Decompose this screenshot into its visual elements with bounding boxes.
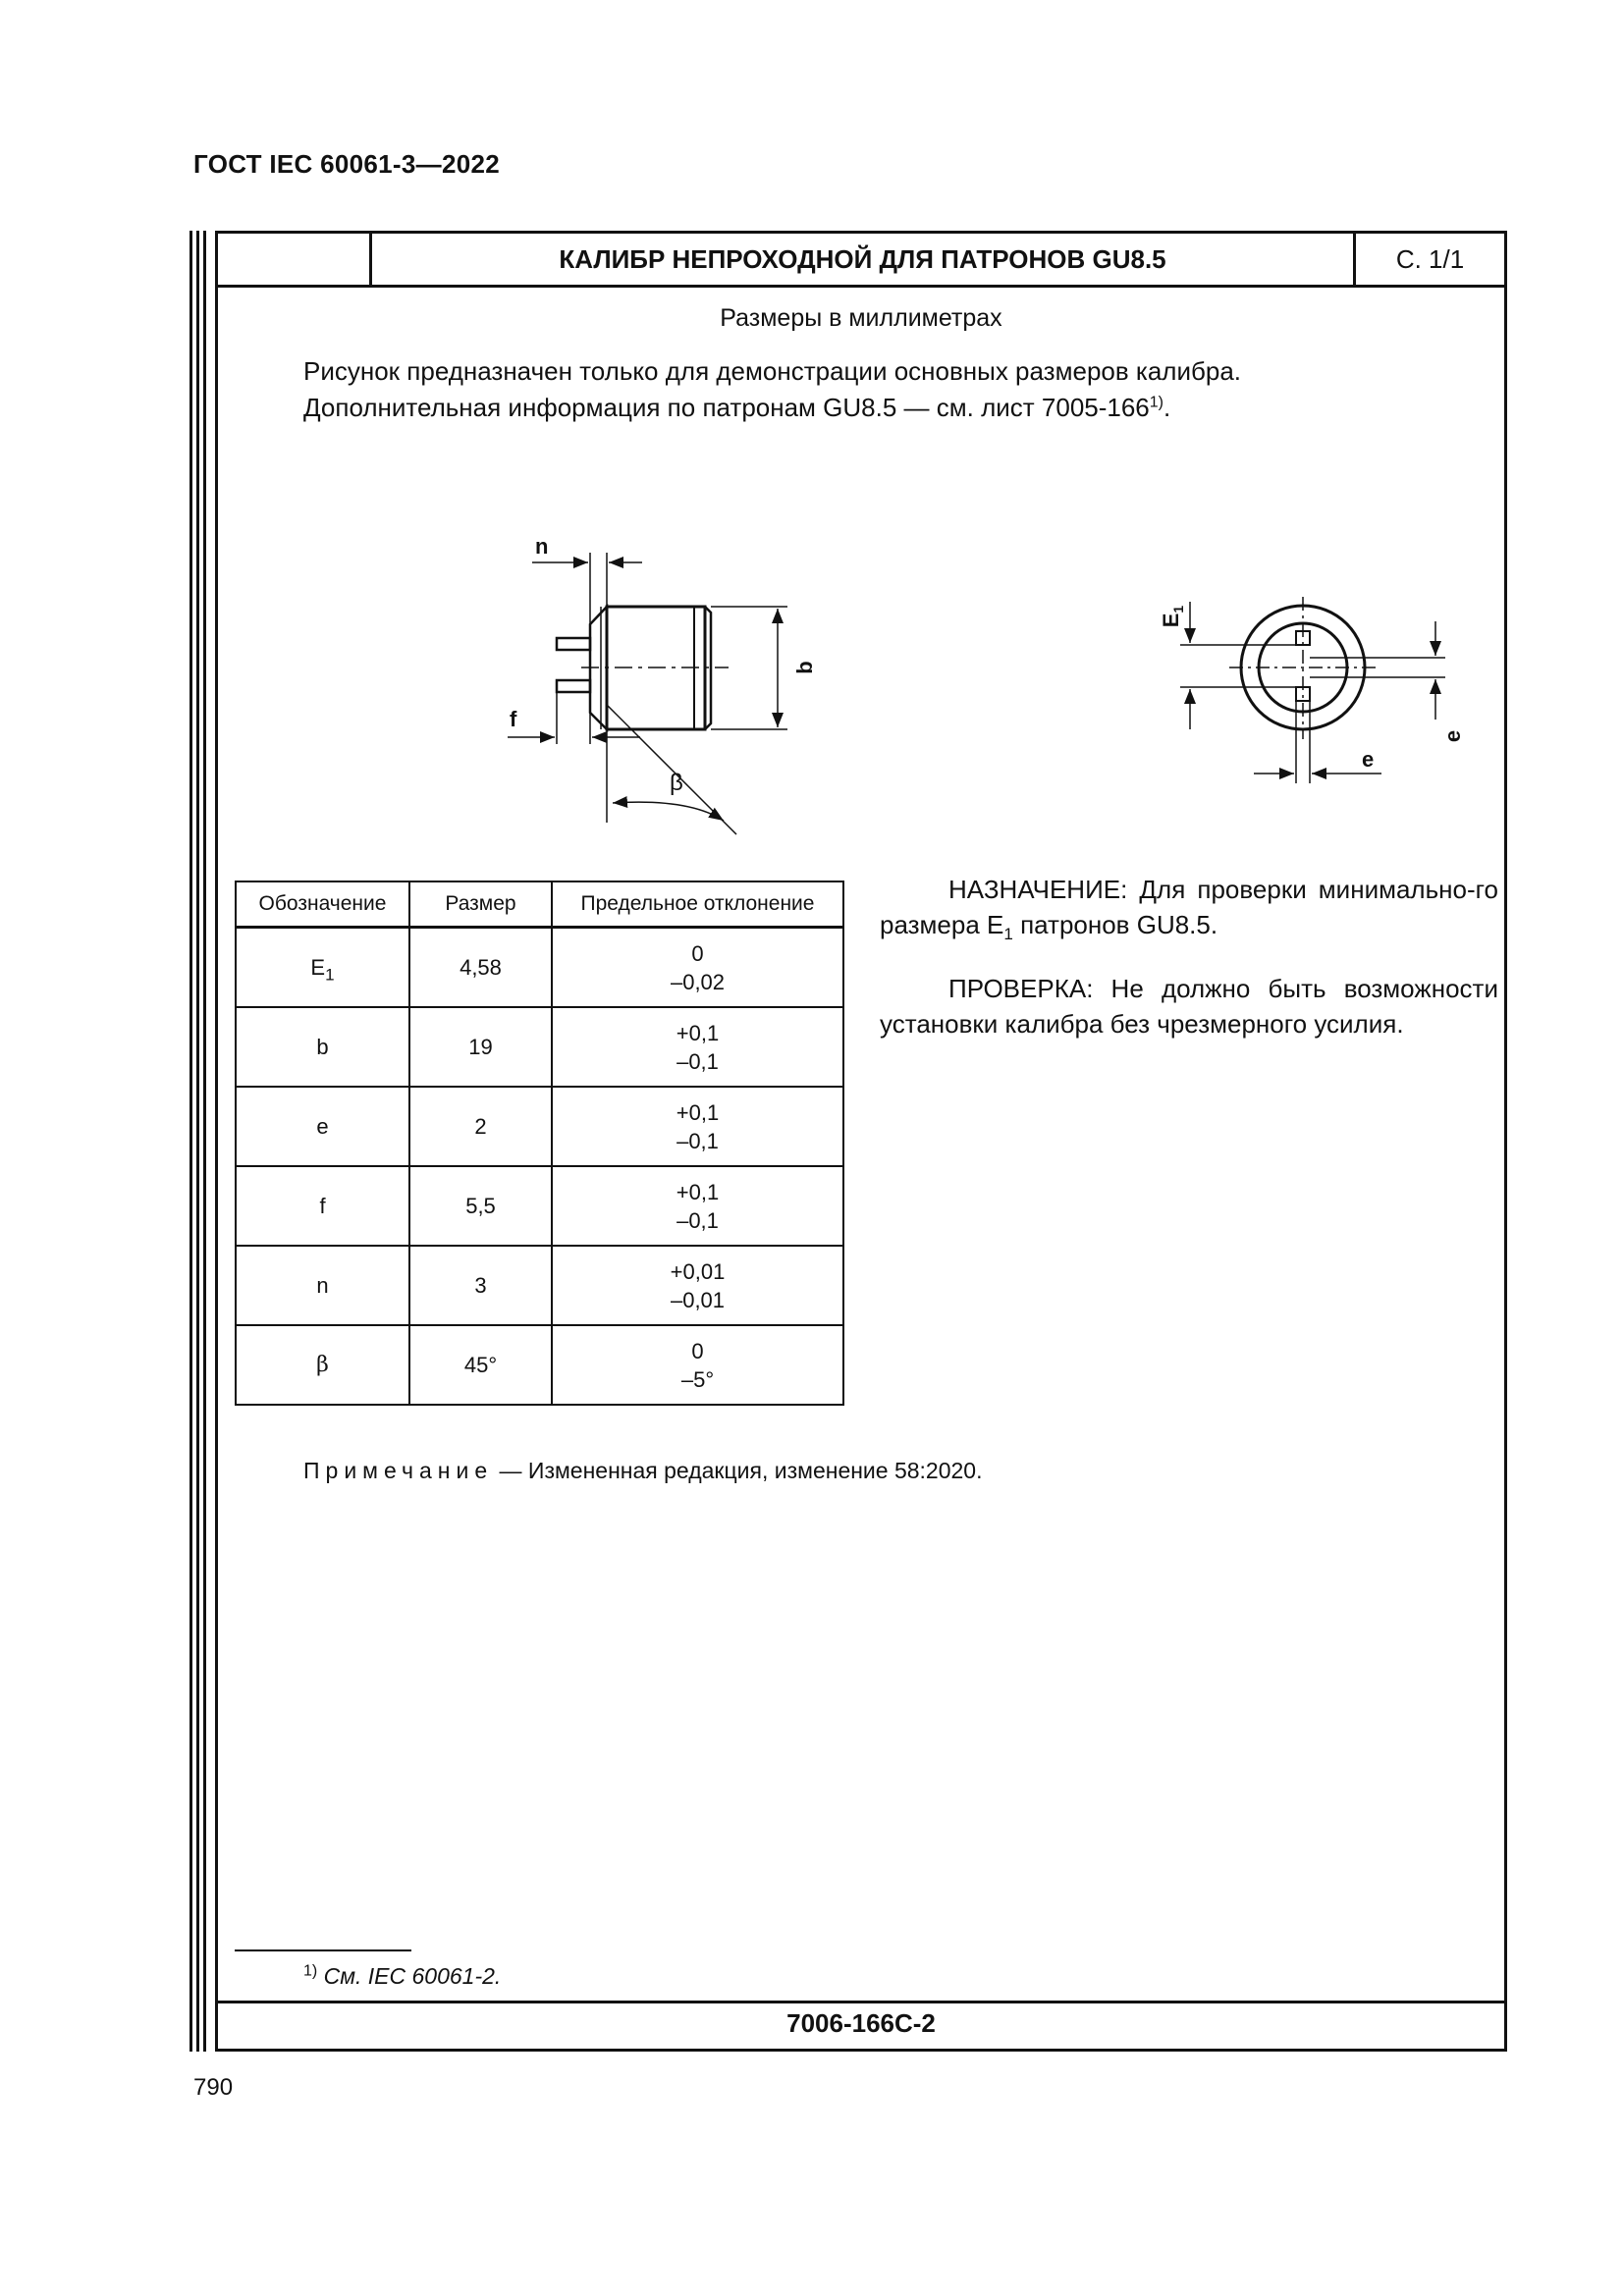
- cell-size: 4,58: [409, 928, 552, 1008]
- purpose-paragraph: НАЗНАЧЕНИЕ: Для проверки минимально-го размера $E_1$ патронов GU8.5.: [880, 875, 1498, 944]
- label-e1: $E_1$: [1159, 605, 1186, 628]
- label-n: n: [535, 534, 549, 559]
- label-f: f: [510, 707, 517, 731]
- dimension-table: [235, 881, 844, 1406]
- header-designation: Обозначение: [236, 881, 409, 928]
- sheet-page: С. 1/1: [1395, 243, 1465, 274]
- cell-symbol: β: [236, 1325, 409, 1405]
- sheet-title: КАЛИБР НЕПРОХОДНОЙ ДЛЯ ПАТРОНОВ GU8.5: [372, 234, 1356, 285]
- side-view: [508, 553, 787, 834]
- intro-text: [303, 353, 1241, 426]
- table-row: [236, 1246, 843, 1325]
- cell-symbol: n: [236, 1246, 409, 1325]
- table-row: [236, 1166, 843, 1246]
- binding-line: [196, 231, 199, 2052]
- cell-symbol: f: [236, 1166, 409, 1246]
- cell-tolerance: 0 –0,02: [552, 928, 843, 1008]
- cell-size: 2: [409, 1087, 552, 1166]
- page-number: 790: [193, 2074, 234, 2101]
- table-row: [236, 1087, 843, 1166]
- intro-line-1: Рисунок предназначен только для демонстрации основных размеров калибра.: [303, 356, 1242, 386]
- table-row: [236, 1325, 843, 1405]
- table-row: [236, 928, 843, 1008]
- sheet-id: 7006-166C-2: [786, 2008, 936, 2038]
- standard-header: ГОСТ IEC 60061-3—2022: [193, 149, 500, 179]
- binding-line: [189, 231, 192, 2052]
- cell-tolerance: +0,1 –0,1: [552, 1166, 843, 1246]
- footnote-separator: [235, 1949, 411, 1951]
- title-row: [218, 234, 1504, 288]
- cell-size: 5,5: [409, 1166, 552, 1246]
- cell-tolerance: +0,01 –0,01: [552, 1246, 843, 1325]
- cell-size: 45°: [409, 1325, 552, 1405]
- cell-tolerance: 0 –5°: [552, 1325, 843, 1405]
- cell-symbol: $E_1$: [236, 928, 409, 1008]
- binding-line: [203, 231, 206, 2052]
- gauge-drawing: [473, 459, 1465, 891]
- title-empty-cell: [218, 234, 372, 285]
- label-e-horizontal: e: [1362, 747, 1375, 772]
- cell-tolerance: +0,1 –0,1: [552, 1087, 843, 1166]
- intro-line-2: Дополнительная информация по патронам GU8.5 — см. лист 7005-166$^{1)}$.: [303, 393, 1171, 422]
- cell-size: 19: [409, 1007, 552, 1087]
- cell-tolerance: +0,1 –0,1: [552, 1007, 843, 1087]
- cell-symbol: e: [236, 1087, 409, 1166]
- label-b: b: [792, 661, 817, 674]
- table-header-row: [236, 881, 843, 928]
- footnote: $^{1)}$ См. IEC 60061-2.: [303, 1962, 502, 1989]
- dimensions-note: Размеры в миллиметрах: [720, 304, 1002, 332]
- end-view: [1180, 597, 1445, 783]
- cell-size: 3: [409, 1246, 552, 1325]
- header-size: Размер: [409, 881, 552, 928]
- sheet-frame: [215, 231, 1507, 2052]
- label-beta: β: [670, 770, 683, 796]
- table-row: [236, 1007, 843, 1087]
- purpose-text: [880, 872, 1498, 1070]
- note: Примечание — Измененная редакция, изменение 58:2020.: [303, 1458, 983, 1483]
- check-paragraph: ПРОВЕРКА: Не должно быть возможности установки калибра без чрезмерного усилия.: [880, 974, 1498, 1039]
- label-e-vertical: e: [1440, 729, 1465, 743]
- bottom-divider: [218, 2001, 1504, 2003]
- cell-symbol: b: [236, 1007, 409, 1087]
- header-tolerance: Предельное отклонение: [552, 881, 843, 928]
